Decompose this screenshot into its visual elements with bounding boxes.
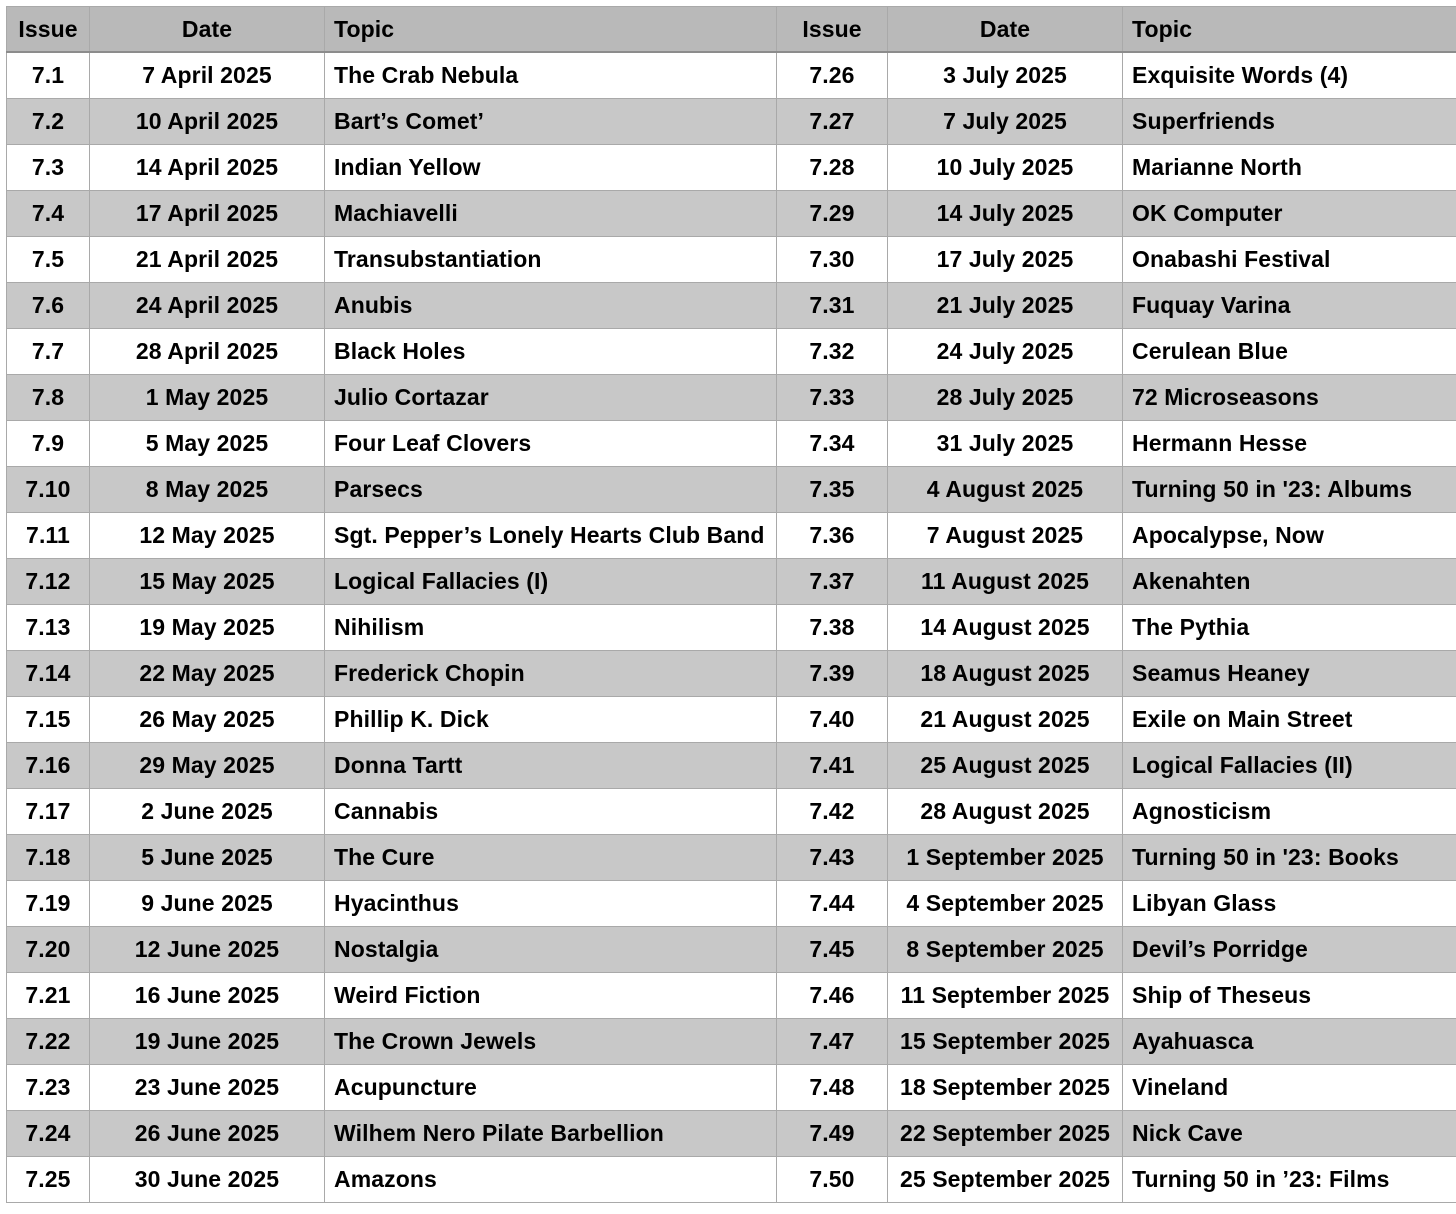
cell-issue-left[interactable]: 7.22 [7,1019,90,1065]
cell-date-right[interactable]: 22 September 2025 [888,1111,1123,1157]
cell-topic-right[interactable]: Turning 50 in '23: Albums [1123,467,1456,513]
cell-topic-right[interactable]: Hermann Hesse [1123,421,1456,467]
cell-date-left[interactable]: 10 April 2025 [90,99,325,145]
cell-date-right[interactable]: 24 July 2025 [888,329,1123,375]
cell-date-right[interactable]: 3 July 2025 [888,52,1123,99]
cell-date-right[interactable]: 31 July 2025 [888,421,1123,467]
cell-topic-left[interactable]: Sgt. Pepper’s Lonely Hearts Club Band [325,513,777,559]
cell-topic-left[interactable]: Amazons [325,1157,777,1203]
cell-issue-right[interactable]: 7.30 [777,237,888,283]
cell-issue-left[interactable]: 7.14 [7,651,90,697]
cell-date-left[interactable]: 17 April 2025 [90,191,325,237]
cell-topic-right[interactable]: Marianne North [1123,145,1456,191]
cell-date-left[interactable]: 30 June 2025 [90,1157,325,1203]
cell-topic-right[interactable]: Logical Fallacies (II) [1123,743,1456,789]
cell-issue-left[interactable]: 7.13 [7,605,90,651]
table-row [7,52,1456,99]
cell-date-left[interactable]: 16 June 2025 [90,973,325,1019]
header-date-right[interactable]: Date [888,7,1123,53]
cell-date-right[interactable]: 14 August 2025 [888,605,1123,651]
cell-topic-right[interactable]: Libyan Glass [1123,881,1456,927]
cell-date-right[interactable]: 1 September 2025 [888,835,1123,881]
table-row [7,375,1456,421]
cell-issue-right[interactable]: 7.41 [777,743,888,789]
cell-topic-right[interactable]: Onabashi Festival [1123,237,1456,283]
cell-topic-right[interactable]: Fuquay Varina [1123,283,1456,329]
cell-topic-left[interactable]: Wilhem Nero Pilate Barbellion [325,1111,777,1157]
cell-date-right[interactable]: 17 July 2025 [888,237,1123,283]
cell-issue-left[interactable]: 7.24 [7,1111,90,1157]
cell-issue-left[interactable]: 7.16 [7,743,90,789]
cell-topic-left[interactable]: Frederick Chopin [325,651,777,697]
cell-date-left[interactable]: 26 June 2025 [90,1111,325,1157]
cell-issue-left[interactable]: 7.17 [7,789,90,835]
cell-date-right[interactable]: 25 August 2025 [888,743,1123,789]
table-row [7,1019,1456,1065]
cell-issue-left[interactable]: 7.9 [7,421,90,467]
cell-topic-left[interactable]: The Cure [325,835,777,881]
cell-issue-left[interactable]: 7.11 [7,513,90,559]
cell-date-left[interactable]: 22 May 2025 [90,651,325,697]
cell-date-left[interactable]: 14 April 2025 [90,145,325,191]
table-row [7,191,1456,237]
table-row [7,99,1456,145]
cell-issue-left[interactable]: 7.4 [7,191,90,237]
cell-issue-left[interactable]: 7.6 [7,283,90,329]
header-issue-right[interactable]: Issue [777,7,888,53]
cell-topic-left[interactable]: Four Leaf Clovers [325,421,777,467]
cell-date-right[interactable]: 4 August 2025 [888,467,1123,513]
cell-date-right[interactable]: 18 September 2025 [888,1065,1123,1111]
table-body [7,52,1456,1203]
cell-issue-left[interactable]: 7.23 [7,1065,90,1111]
cell-issue-right[interactable]: 7.47 [777,1019,888,1065]
cell-issue-right[interactable]: 7.42 [777,789,888,835]
cell-date-left[interactable]: 19 June 2025 [90,1019,325,1065]
table-row [7,329,1456,375]
cell-issue-right[interactable]: 7.39 [777,651,888,697]
cell-topic-left[interactable]: Black Holes [325,329,777,375]
cell-issue-left[interactable]: 7.5 [7,237,90,283]
table-row [7,1157,1456,1203]
cell-issue-right[interactable]: 7.38 [777,605,888,651]
cell-topic-left[interactable]: Julio Cortazar [325,375,777,421]
cell-issue-right[interactable]: 7.36 [777,513,888,559]
cell-topic-right[interactable]: Superfriends [1123,99,1456,145]
cell-date-right[interactable]: 7 July 2025 [888,99,1123,145]
cell-issue-left[interactable]: 7.12 [7,559,90,605]
cell-date-left[interactable]: 2 June 2025 [90,789,325,835]
cell-issue-left[interactable]: 7.3 [7,145,90,191]
cell-date-left[interactable]: 26 May 2025 [90,697,325,743]
cell-date-right[interactable]: 28 July 2025 [888,375,1123,421]
table-row [7,743,1456,789]
cell-topic-right[interactable]: Nick Cave [1123,1111,1456,1157]
issue-schedule-sheet [6,6,1456,1203]
cell-issue-right[interactable]: 7.43 [777,835,888,881]
table-row [7,1111,1456,1157]
cell-topic-right[interactable]: Cerulean Blue [1123,329,1456,375]
cell-issue-right[interactable]: 7.27 [777,99,888,145]
cell-topic-left[interactable]: Acupuncture [325,1065,777,1111]
cell-topic-left[interactable]: Bart’s Comet’ [325,99,777,145]
cell-issue-right[interactable]: 7.35 [777,467,888,513]
table-row [7,283,1456,329]
cell-issue-left[interactable]: 7.19 [7,881,90,927]
cell-topic-left[interactable]: Logical Fallacies (I) [325,559,777,605]
cell-topic-left[interactable]: Weird Fiction [325,973,777,1019]
cell-date-left[interactable]: 9 June 2025 [90,881,325,927]
cell-topic-right[interactable]: Agnosticism [1123,789,1456,835]
cell-issue-left[interactable]: 7.7 [7,329,90,375]
cell-topic-left[interactable]: Machiavelli [325,191,777,237]
table-row [7,421,1456,467]
cell-topic-right[interactable]: Ship of Theseus [1123,973,1456,1019]
cell-date-left[interactable]: 28 April 2025 [90,329,325,375]
cell-topic-left[interactable]: The Crown Jewels [325,1019,777,1065]
cell-topic-left[interactable]: Phillip K. Dick [325,697,777,743]
cell-topic-right[interactable]: Exile on Main Street [1123,697,1456,743]
cell-issue-right[interactable]: 7.44 [777,881,888,927]
cell-date-left[interactable]: 24 April 2025 [90,283,325,329]
cell-topic-right[interactable]: Apocalypse, Now [1123,513,1456,559]
cell-topic-left[interactable]: Donna Tartt [325,743,777,789]
cell-topic-right[interactable]: Akenahten [1123,559,1456,605]
table-row [7,697,1456,743]
cell-date-left[interactable]: 5 June 2025 [90,835,325,881]
table-row [7,513,1456,559]
cell-date-right[interactable]: 11 August 2025 [888,559,1123,605]
cell-topic-left[interactable]: Transubstantiation [325,237,777,283]
cell-issue-left[interactable]: 7.1 [7,52,90,99]
cell-issue-left[interactable]: 7.25 [7,1157,90,1203]
cell-date-right[interactable]: 14 July 2025 [888,191,1123,237]
cell-issue-right[interactable]: 7.45 [777,927,888,973]
cell-issue-right[interactable]: 7.33 [777,375,888,421]
cell-topic-left[interactable]: Anubis [325,283,777,329]
cell-date-right[interactable]: 21 July 2025 [888,283,1123,329]
cell-date-left[interactable]: 12 June 2025 [90,927,325,973]
cell-topic-right[interactable]: Turning 50 in '23: Books [1123,835,1456,881]
table-row [7,881,1456,927]
cell-topic-right[interactable]: Ayahuasca [1123,1019,1456,1065]
cell-issue-left[interactable]: 7.18 [7,835,90,881]
cell-issue-right[interactable]: 7.48 [777,1065,888,1111]
cell-date-right[interactable]: 8 September 2025 [888,927,1123,973]
header-date-left[interactable]: Date [90,7,325,53]
cell-date-left[interactable]: 7 April 2025 [90,52,325,99]
cell-date-right[interactable]: 7 August 2025 [888,513,1123,559]
cell-topic-right[interactable]: Seamus Heaney [1123,651,1456,697]
header-issue-left[interactable]: Issue [7,7,90,53]
cell-topic-left[interactable]: Nostalgia [325,927,777,973]
table-row [7,973,1456,1019]
cell-date-right[interactable]: 25 September 2025 [888,1157,1123,1203]
issue-schedule-table [6,6,1456,1203]
cell-date-left[interactable]: 23 June 2025 [90,1065,325,1111]
cell-issue-right[interactable]: 7.50 [777,1157,888,1203]
cell-date-left[interactable]: 5 May 2025 [90,421,325,467]
cell-topic-left[interactable]: Nihilism [325,605,777,651]
table-row [7,835,1456,881]
cell-date-left[interactable]: 15 May 2025 [90,559,325,605]
cell-issue-left[interactable]: 7.10 [7,467,90,513]
cell-date-right[interactable]: 4 September 2025 [888,881,1123,927]
cell-issue-right[interactable]: 7.29 [777,191,888,237]
cell-issue-left[interactable]: 7.8 [7,375,90,421]
table-row [7,145,1456,191]
cell-date-left[interactable]: 21 April 2025 [90,237,325,283]
table-row [7,605,1456,651]
cell-topic-left[interactable]: Parsecs [325,467,777,513]
cell-topic-right[interactable]: The Pythia [1123,605,1456,651]
cell-issue-left[interactable]: 7.21 [7,973,90,1019]
cell-topic-right[interactable]: Devil’s Porridge [1123,927,1456,973]
header-topic-right[interactable]: Topic [1123,7,1456,53]
table-row [7,467,1456,513]
table-row [7,651,1456,697]
cell-issue-right[interactable]: 7.37 [777,559,888,605]
cell-issue-right[interactable]: 7.28 [777,145,888,191]
cell-date-left[interactable]: 29 May 2025 [90,743,325,789]
cell-issue-left[interactable]: 7.20 [7,927,90,973]
cell-issue-right[interactable]: 7.49 [777,1111,888,1157]
table-row [7,559,1456,605]
header-topic-left[interactable]: Topic [325,7,777,53]
cell-date-left[interactable]: 1 May 2025 [90,375,325,421]
cell-topic-right[interactable]: Vineland [1123,1065,1456,1111]
cell-topic-right[interactable]: 72 Microseasons [1123,375,1456,421]
cell-date-right[interactable]: 21 August 2025 [888,697,1123,743]
cell-topic-left[interactable]: Hyacinthus [325,881,777,927]
cell-date-right[interactable]: 28 August 2025 [888,789,1123,835]
cell-issue-right[interactable]: 7.46 [777,973,888,1019]
cell-topic-right[interactable]: Exquisite Words (4) [1123,52,1456,99]
cell-topic-left[interactable]: Indian Yellow [325,145,777,191]
table-row [7,1065,1456,1111]
table-row [7,237,1456,283]
cell-date-left[interactable]: 12 May 2025 [90,513,325,559]
cell-issue-right[interactable]: 7.32 [777,329,888,375]
cell-topic-left[interactable]: The Crab Nebula [325,52,777,99]
cell-issue-right[interactable]: 7.26 [777,52,888,99]
cell-issue-left[interactable]: 7.15 [7,697,90,743]
cell-issue-right[interactable]: 7.34 [777,421,888,467]
cell-date-left[interactable]: 8 May 2025 [90,467,325,513]
cell-issue-left[interactable]: 7.2 [7,99,90,145]
table-row [7,927,1456,973]
cell-date-right[interactable]: 11 September 2025 [888,973,1123,1019]
cell-topic-right[interactable]: Turning 50 in ’23: Films [1123,1157,1456,1203]
cell-date-left[interactable]: 19 May 2025 [90,605,325,651]
cell-date-right[interactable]: 18 August 2025 [888,651,1123,697]
table-row [7,789,1456,835]
cell-issue-right[interactable]: 7.31 [777,283,888,329]
cell-issue-right[interactable]: 7.40 [777,697,888,743]
header-row [7,7,1456,53]
cell-date-right[interactable]: 10 July 2025 [888,145,1123,191]
cell-topic-right[interactable]: OK Computer [1123,191,1456,237]
cell-topic-left[interactable]: Cannabis [325,789,777,835]
cell-date-right[interactable]: 15 September 2025 [888,1019,1123,1065]
